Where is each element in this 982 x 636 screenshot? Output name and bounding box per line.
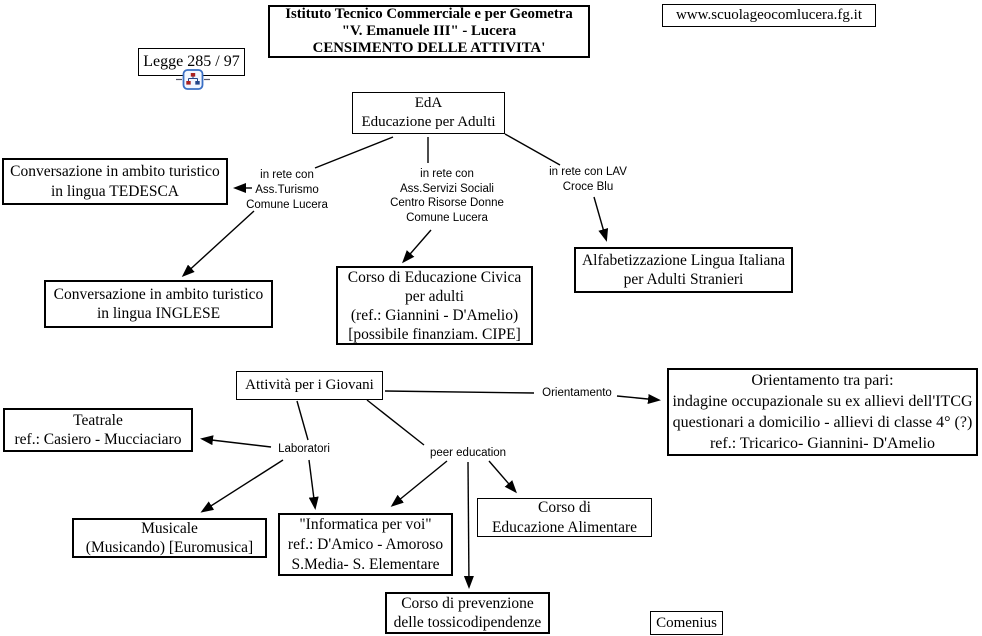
node-text-line: EdA — [414, 95, 443, 112]
title-line: "V. Emanuele III" - Lucera — [341, 23, 517, 39]
node-text-line: Orientamento tra pari: — [751, 372, 894, 389]
edge-label-rete-turismo: in rete con Ass.Turismo Comune Lucera — [246, 169, 328, 211]
node-text-line: Comenius — [656, 614, 717, 631]
edge-orientamento-pari — [617, 396, 658, 400]
node-text-line: Musicale — [141, 519, 198, 537]
edge-eda-lav — [505, 134, 560, 165]
linked-resource-icon[interactable] — [176, 69, 210, 90]
edge-turismo-inglese — [184, 211, 254, 275]
website-box — [662, 4, 876, 27]
edge-peer-prevenzione — [468, 462, 469, 586]
node-attivita-giovani — [236, 371, 383, 400]
node-text-line: "Informatica per voi" — [299, 515, 432, 533]
edge-servizi-civica — [404, 230, 431, 261]
node-text-line: ref.: Casiero - Mucciaciaro — [14, 431, 182, 448]
node-text-line: Corso di — [538, 499, 591, 517]
edge-label-rete-lav: in rete con LAV Croce Blu — [549, 166, 627, 193]
edge-eda-turismo — [315, 137, 393, 168]
legge-label: Legge 285 / 97 — [143, 53, 240, 71]
node-text-line: (ref.: Giannini - D'Amelio) — [350, 306, 519, 324]
node-conversazione-inglese — [44, 280, 273, 328]
edge-laboratori-musicale — [203, 460, 283, 511]
edge-attivita-peer — [367, 400, 424, 445]
edge-label-orientamento: Orientamento — [542, 387, 612, 399]
node-text-line: [possibile finanziam. CIPE] — [348, 325, 521, 343]
edge-label-rete-servizi: in rete con Ass.Servizi Sociali Centro Risorse Donne Comune Lucera — [390, 168, 504, 224]
node-musicale — [72, 518, 267, 558]
node-text-line: questionari a domicilio - allievi di classe 4° (?) — [672, 414, 973, 431]
node-text-line: Conversazione in ambito turistico — [10, 163, 220, 181]
node-text-line: Attività per i Giovani — [245, 377, 374, 394]
map-title — [268, 5, 590, 58]
node-text-line: delle tossicodipendenze — [393, 614, 542, 631]
node-conversazione-tedesca — [2, 158, 228, 205]
node-text-line: per adulti — [405, 287, 464, 305]
node-text-line: in lingua INGLESE — [96, 305, 221, 322]
node-text-line: Teatrale — [73, 411, 123, 429]
node-text-line: ref.: D'Amico - Amoroso — [287, 535, 444, 553]
node-text-line: Corso di prevenzione — [401, 594, 534, 612]
node-text-line: indagine occupazionale su ex allievi dell'ITCG — [672, 393, 973, 410]
node-text-line: (Musicando) [Euromusica] — [85, 539, 254, 556]
node-text-line: Educazione Alimentare — [491, 518, 638, 536]
node-educazione-civica — [336, 266, 533, 345]
edge-lav-alfabetizzazione — [594, 197, 606, 239]
edge-attivita-laboratori — [297, 401, 308, 440]
edge-peer-informatica — [393, 461, 447, 505]
edge-attivita-orientamento — [385, 391, 534, 393]
node-text-line: Educazione per Adulti — [361, 114, 496, 130]
edge-laboratori-informatica — [309, 460, 315, 507]
node-informatica — [278, 513, 453, 576]
edge-peer-alimentare — [489, 461, 515, 491]
title-line: Istituto Tecnico Commerciale e per Geometra — [285, 6, 573, 22]
node-educazione-alimentare — [477, 498, 652, 537]
node-teatrale — [3, 408, 193, 452]
node-text-line: ref.: Tricarico- Giannini- D'Amelio — [709, 435, 936, 452]
node-text-line: Corso di Educazione Civica — [347, 268, 522, 286]
edge-label-peer-education: peer education — [429, 447, 507, 459]
node-text-line: Conversazione in ambito turistico — [53, 285, 264, 303]
node-prevenzione-tossicodipendenze — [385, 592, 550, 634]
website-url: www.scuolageocomlucera.fg.it — [675, 7, 863, 24]
node-comenius — [650, 611, 723, 635]
node-text-line: per Adulti Stranieri — [623, 271, 744, 288]
edge-laboratori-teatrale — [203, 439, 271, 447]
node-text-line: in lingua TEDESCA — [50, 182, 180, 200]
title-line: CENSIMENTO DELLE ATTIVITA' — [312, 40, 546, 56]
node-orientamento-tra-pari — [667, 368, 978, 456]
edge-label-laboratori: Laboratori — [278, 443, 330, 455]
node-alfabetizzazione — [574, 247, 793, 293]
node-text-line: S.Media- S. Elementare — [291, 555, 440, 573]
node-eda — [352, 92, 505, 134]
node-text-line: Alfabetizzazione Lingua Italiana — [581, 251, 786, 269]
